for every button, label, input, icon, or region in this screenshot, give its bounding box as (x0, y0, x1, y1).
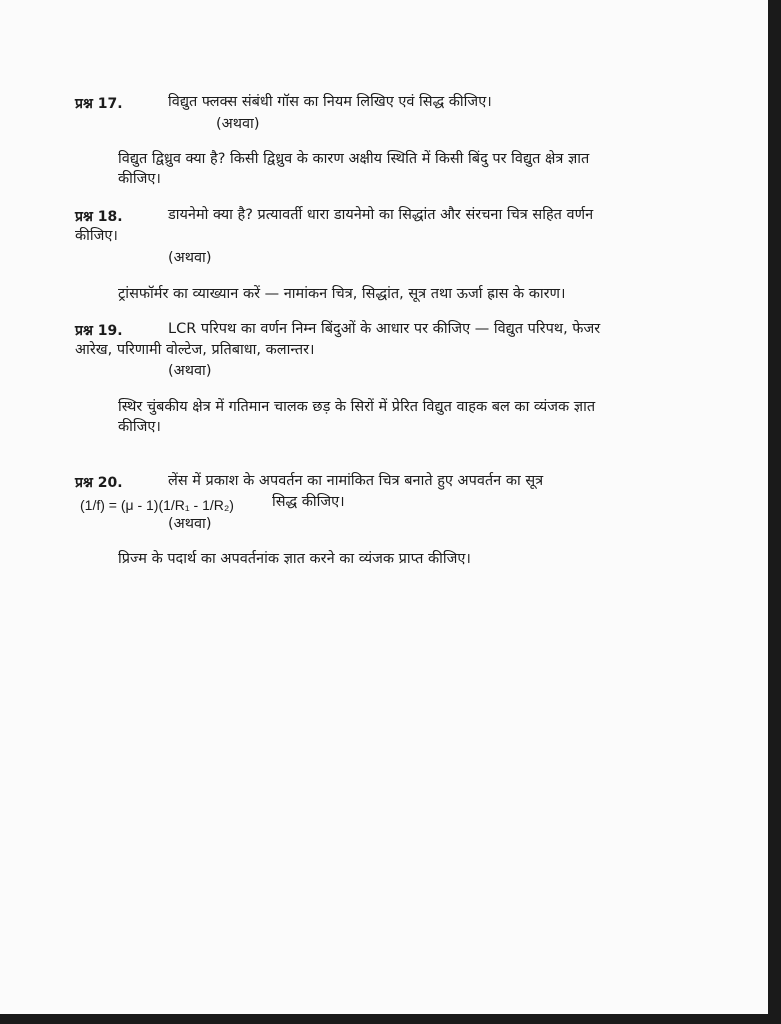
lens-formula: (1/f) = (μ - 1)(1/R₁ - 1/R₂) (80, 497, 234, 513)
or-label: (अथवा) (168, 363, 212, 379)
or-label: (अथवा) (216, 116, 260, 132)
question-number: प्रश्न 20. (75, 475, 123, 491)
question-text-cont: आरेख, परिणामी वोल्टेज, प्रतिबाधा, कलान्तर। (75, 342, 315, 358)
question-text-cont: सिद्ध कीजिए। (272, 494, 345, 510)
question-text-cont: कीजिए। (75, 228, 118, 244)
alternate-question-text: स्थिर चुंबकीय क्षेत्र में गतिमान चालक छड़ के सिरों में प्रेरित विद्युत वाहक बल का व्यंजक ज्ञात (118, 399, 596, 415)
question-number: प्रश्न 19. (75, 323, 123, 339)
question-number: प्रश्न 18. (75, 209, 123, 225)
alternate-question-text-cont: कीजिए। (118, 419, 161, 435)
alternate-question-text: प्रिज्म के पदार्थ का अपवर्तनांक ज्ञात करने का व्यंजक प्राप्त कीजिए। (118, 551, 471, 567)
question-text: LCR परिपथ का वर्णन निम्न बिंदुओं के आधार पर कीजिए — विद्युत परिपथ, फेजर (168, 321, 601, 337)
question-number: प्रश्न 17. (75, 96, 123, 112)
alternate-question-text: विद्युत द्विध्रुव क्या है? किसी द्विध्रुव के कारण अक्षीय स्थिति में किसी बिंदु पर विद्युत क्षेत्र ज्ञात (118, 151, 590, 167)
or-label: (अथवा) (168, 516, 212, 532)
question-text: डायनेमो क्या है? प्रत्यावर्ती धारा डायनेमो का सिद्धांत और संरचना चित्र सहित वर्णन (168, 207, 594, 223)
or-label: (अथवा) (168, 250, 212, 266)
question-text: लेंस में प्रकाश के अपवर्तन का नामांकित चित्र बनाते हुए अपवर्तन का सूत्र (168, 473, 544, 489)
alternate-question-text-cont: कीजिए। (118, 171, 161, 187)
question-text: विद्युत फ्लक्स संबंधी गॉस का नियम लिखिए एवं सिद्ध कीजिए। (168, 94, 492, 110)
alternate-question-text: ट्रांसफॉर्मर का व्याख्यान करें — नामांकन चित्र, सिद्धांत, सूत्र तथा ऊर्जा ह्रास के कारण। (118, 286, 566, 302)
